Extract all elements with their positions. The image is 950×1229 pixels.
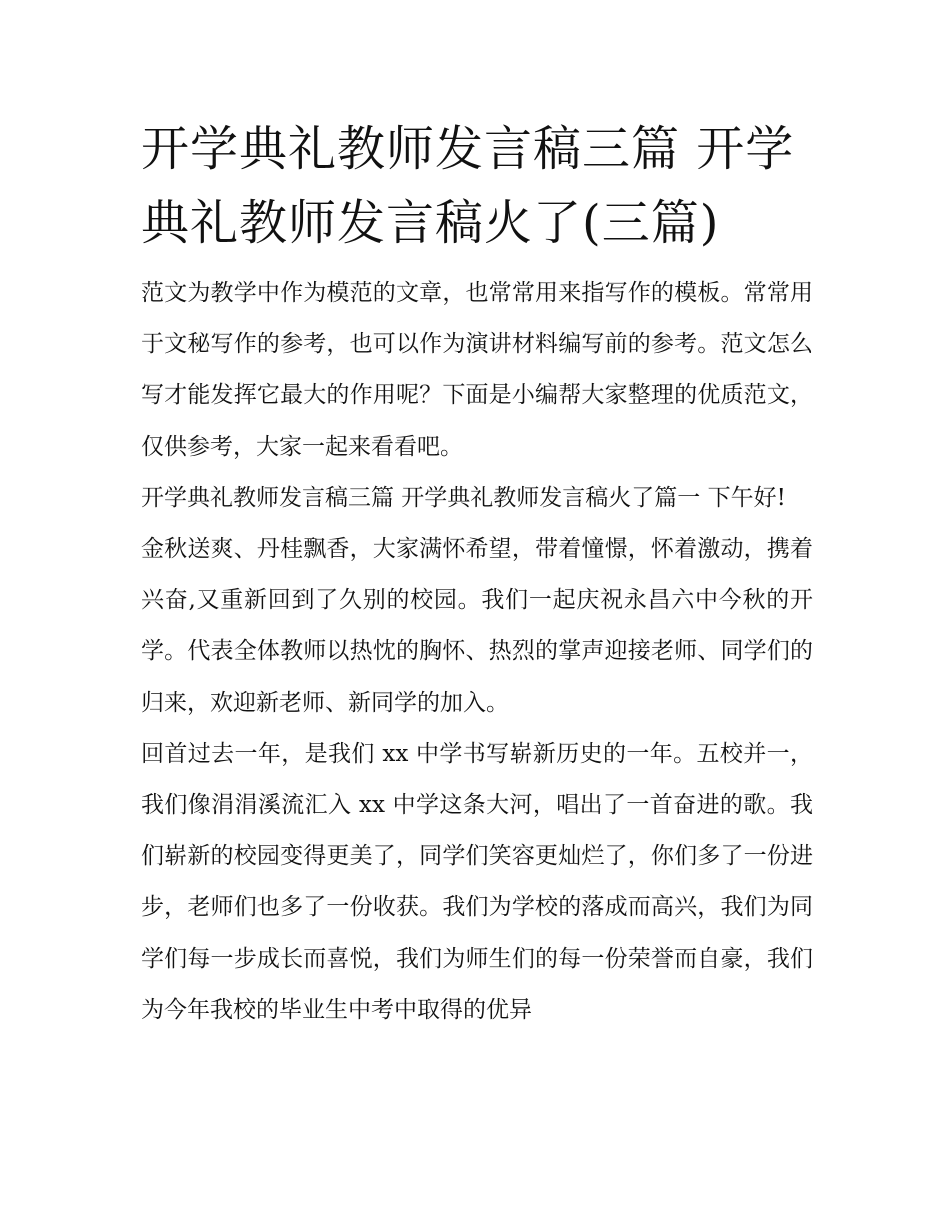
paragraph-opening: 金秋送爽、丹桂飘香，大家满怀希望，带着憧憬，怀着激动，携着兴奋,又重新回到了久别的校园。我们一起庆祝永昌六中今秋的开学。代表全体教师以热忱的胸怀、热烈的掌声迎接老师、同学们的归来，欢迎新老师、新同学的加入。 [141,536,813,716]
document-page [141,112,813,1036]
paragraph-intro: 范文为教学中作为模范的文章，也常常用来指写作的模板。常常用于文秘写作的参考，也可以作为演讲材料编写前的参考。范文怎么写才能发挥它最大的作用呢？下面是小编帮大家整理的优质范文，仅供参考，大家一起来看看吧。 [141,280,813,460]
paragraph-review: 回首过去一年，是我们 xx 中学书写崭新历史的一年。五校并一，我们像涓涓溪流汇入 xx 中学这条大河，唱出了一首奋进的歌。我们崭新的校园变得更美了，同学们笑容更灿烂了，你们多了一份进步，老师们也多了一份收获。我们为学校的落成而高兴，我们为同学们每一步成长而喜悦，我们为师生们的每一份荣誉而自豪，我们为今年我校的毕业生中考中取得的优异 [141,740,813,1023]
document-body [141,268,813,1036]
paragraph-heading: 开学典礼教师发言稿三篇 开学典礼教师发言稿火了篇一 下午好! [141,484,786,511]
document-title: 开学典礼教师发言稿三篇 开学典礼教师发言稿火了(三篇) [141,121,795,251]
